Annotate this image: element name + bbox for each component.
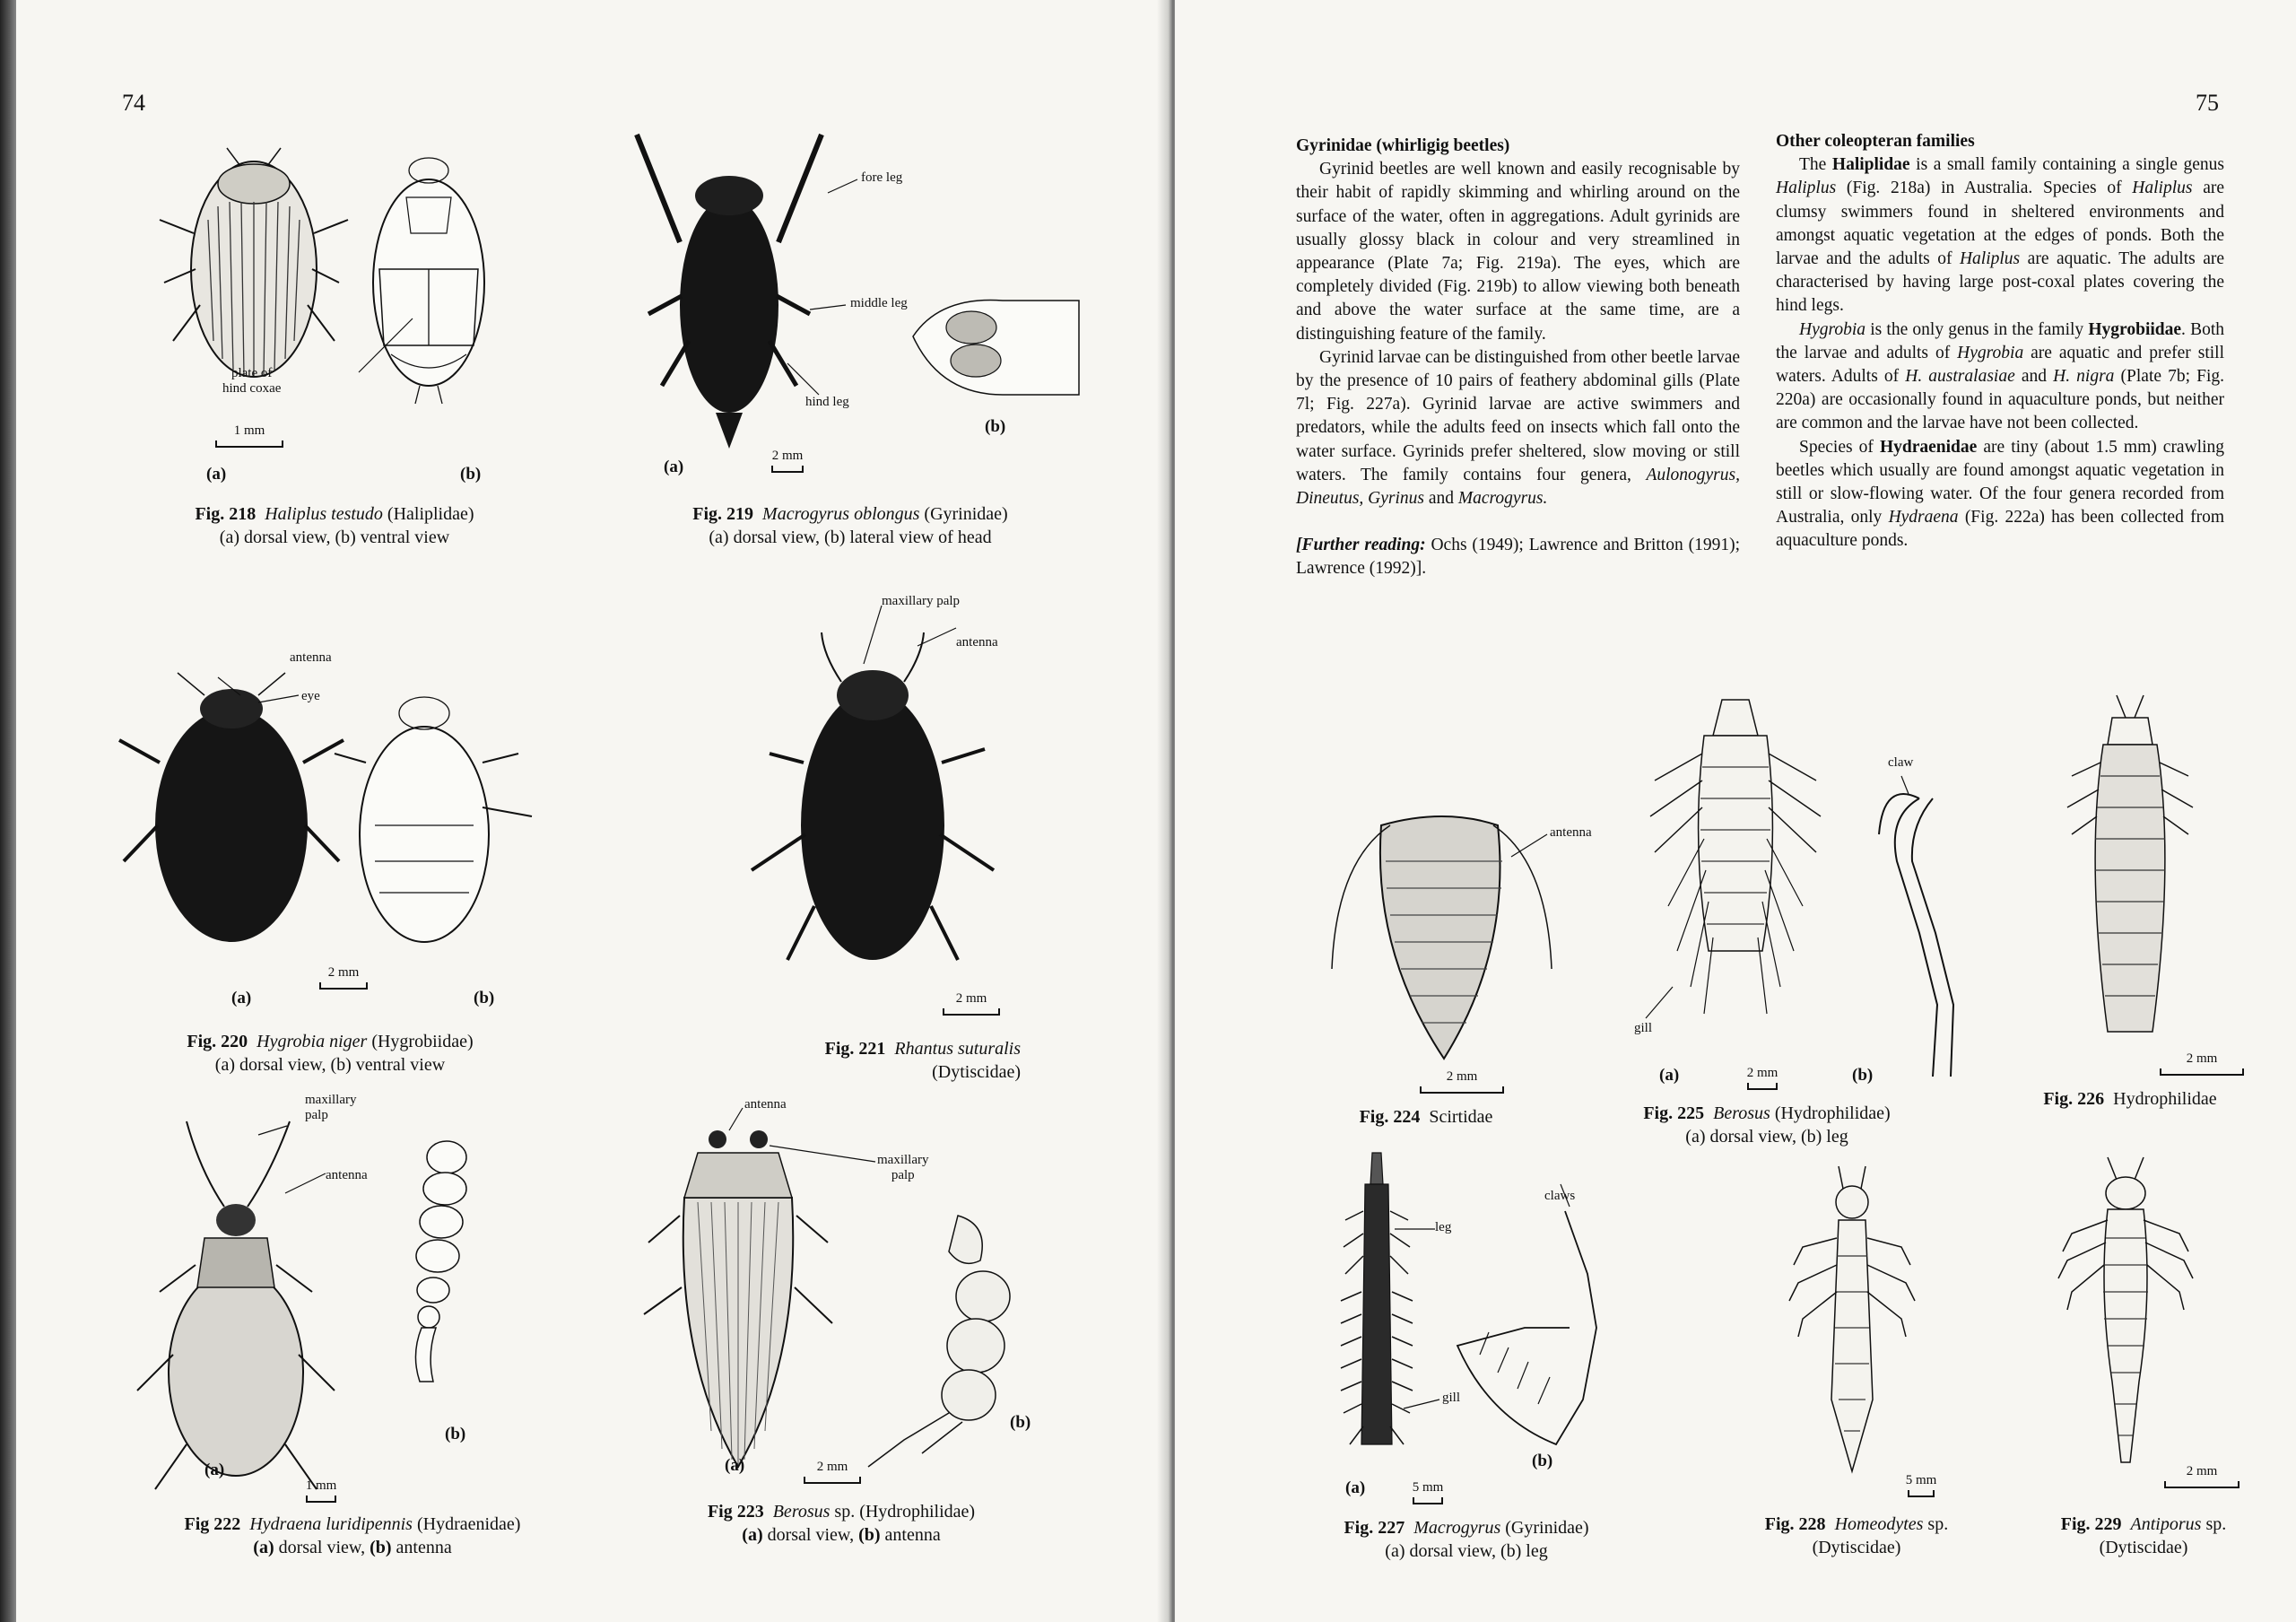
figure-221	[716, 583, 1039, 1032]
paragraph: Hygrobia is the only genus in the family Hygrobiidae. Both the larvae and adults of Hygrobia are aquatic and prefer still waters. Adults of H. australasiae and H. nigra (Plate 7b; Fig. 220a) are occasionally found in aquaculture ponds, but neither are common and the larvae have not been collected.	[1776, 319, 2225, 433]
fig218-sub-a: (a)	[206, 465, 227, 484]
berosus-antenna-illustration	[868, 1216, 1010, 1467]
fig224-caption: Fig. 224 Scirtidae	[1359, 1107, 1493, 1127]
fig220-sub-b: (b)	[474, 989, 495, 1007]
antiporus-larva-illustration	[2058, 1157, 2193, 1462]
berosus-dorsal-illustration	[644, 1108, 875, 1467]
fore-leg-label: fore leg	[861, 170, 903, 185]
plate-of-hind-coxae-label: plate of hind coxae	[222, 366, 282, 396]
fig227-caption: Fig. 227 Macrogyrus (Gyrinidae) (a) dorsal view, (b) leg	[1344, 1518, 1589, 1561]
page-number: 74	[122, 90, 145, 116]
macrogyrus-head-lateral-illustration	[913, 301, 1079, 396]
hydraena-dorsal-illustration	[137, 1121, 335, 1489]
fig219-sub-b: (b)	[985, 417, 1006, 436]
scale-bar-2mm: 2 mm	[1740, 1066, 1785, 1090]
scale-bar-2mm: 2 mm	[940, 991, 1003, 1016]
hind-leg-label: hind leg	[805, 395, 849, 409]
fig226-drawing	[2018, 682, 2251, 1077]
figure-227	[1309, 1148, 1632, 1516]
fig225-sub-a: (a)	[1659, 1066, 1680, 1085]
fig225-sub-b: (b)	[1852, 1066, 1874, 1085]
maxillary-palp-label: maxillary palp	[305, 1093, 357, 1122]
berosus-larva-leg-illustration	[1879, 776, 1953, 1077]
section-heading: Gyrinidae (whirligig beetles)	[1296, 136, 1510, 155]
fig227-drawing	[1309, 1148, 1632, 1516]
paragraph: The Haliplidae is a small family containing a single genus Haliplus (Fig. 218a) in Australia. Species of Haliplus are clumsy swimmers found in sheltered environments and amongst aquatic vegetation at the edges of ponds. Both the larvae and the adults of Haliplus are aquatic. The adults are characterised by having large post-coxal plates covering the hind legs.	[1776, 155, 2225, 316]
fig227-sub-a: (a)	[1345, 1478, 1366, 1497]
antenna-label: antenna	[1550, 825, 1592, 840]
hydraena-antenna-illustration	[415, 1141, 466, 1382]
scale-bar-1mm: 1 mm	[213, 423, 285, 448]
fig222-sub-b: (b)	[445, 1425, 466, 1443]
scale-bar-5mm: 5 mm	[1410, 1480, 1446, 1504]
fig222-sub-a: (a)	[204, 1461, 225, 1479]
fig223-caption: Fig 223 Berosus sp. (Hydrophilidae) (a) dorsal view, (b) antenna	[707, 1502, 976, 1545]
fig228-caption: Fig. 228 Homeodytes sp. (Dytiscidae)	[1764, 1514, 1949, 1557]
paragraph: Species of Hydraenidae are tiny (about 1.5 mm) crawling beetles which usually are found amongst aquatic vegetation in still or slow-flowing water. Of the four genera recorded from Australia, only Hydraena (Fig. 222a) has been collected from aquaculture ponds.	[1776, 437, 2225, 551]
fig218-caption: Fig. 218 Haliplus testudo (Haliplidae) (a) dorsal view, (b) ventral view	[195, 504, 474, 547]
scale-bar-5mm: 5 mm	[1903, 1473, 1939, 1497]
fig218-sub-b: (b)	[460, 465, 482, 484]
hydrophilidae-larva-illustration	[2067, 695, 2193, 1032]
scale-bar-1mm: 1 mm	[303, 1478, 339, 1503]
fig226-caption: Fig. 226 Hydrophilidae	[2043, 1089, 2217, 1109]
fig223-sub-b: (b)	[1010, 1413, 1031, 1432]
left-page	[16, 0, 1173, 1622]
fig224-drawing	[1318, 789, 1587, 1094]
antenna-label: antenna	[290, 650, 332, 665]
leg-label: leg	[1435, 1220, 1452, 1234]
eye-label: eye	[301, 689, 320, 703]
homeodytes-larva-illustration	[1789, 1166, 1915, 1471]
fig225-caption: Fig. 225 Berosus (Hydrophilidae) (a) dorsal view, (b) leg	[1643, 1103, 1891, 1147]
fig218-drawing	[151, 135, 527, 511]
maxillary-palp-label: maxillary palp	[882, 594, 961, 608]
text-column-other-families	[1776, 130, 2224, 554]
scale-bar-2mm: 2 mm	[761, 449, 814, 473]
further-reading: [Further reading: Ochs (1949); Lawrence and Britton (1991); Lawrence (1992)].	[1296, 536, 1741, 579]
macrogyrus-larva-illustration	[1341, 1153, 1439, 1444]
fig229-caption: Fig. 229 Antiporus sp. (Dytiscidae)	[2060, 1514, 2227, 1557]
scale-bar-2mm: 2 mm	[1417, 1069, 1507, 1094]
fig227-sub-b: (b)	[1532, 1452, 1553, 1470]
macrogyrus-larva-leg-illustration	[1457, 1184, 1596, 1444]
scirtidae-larva-illustration	[1332, 816, 1552, 1059]
figure-224	[1318, 789, 1592, 1094]
gill-label: gill	[1442, 1391, 1461, 1405]
claws-label: claws	[1544, 1189, 1576, 1203]
scale-bar-2mm: 2 mm	[2157, 1051, 2247, 1076]
right-page	[1175, 0, 2296, 1622]
fig220-sub-a: (a)	[231, 989, 252, 1007]
fig219-sub-a: (a)	[664, 458, 684, 476]
fig229-drawing	[2018, 1148, 2251, 1516]
middle-leg-label: middle leg	[850, 296, 908, 310]
scale-bar-2mm: 2 mm	[2161, 1464, 2242, 1488]
antenna-label: antenna	[956, 635, 998, 650]
fig222-drawing	[124, 1086, 536, 1507]
figure-220	[115, 646, 545, 1023]
figure-222	[124, 1086, 536, 1507]
fig222-caption: Fig 222 Hydraena luridipennis (Hydraenidae) (a) dorsal view, (b) antenna	[184, 1514, 521, 1557]
fig223-sub-a: (a)	[725, 1456, 745, 1475]
maxillary-palp-label: maxillary palp	[877, 1153, 929, 1182]
fig228-drawing	[1749, 1157, 1955, 1516]
text-column-gyrinidae	[1296, 135, 1740, 581]
figure-223	[635, 1090, 1065, 1507]
figure-225	[1578, 682, 1973, 1094]
figure-229	[2018, 1148, 2251, 1516]
hygrobia-ventral-illustration	[335, 697, 532, 942]
rhantus-dorsal-illustration	[752, 606, 994, 960]
antenna-label: antenna	[744, 1097, 787, 1112]
fig219-caption: Fig. 219 Macrogyrus oblongus (Gyrinidae) (a) dorsal view, (b) lateral view of head	[692, 504, 1008, 547]
haliplus-ventral-illustration	[359, 158, 484, 404]
fig221-caption: Fig. 221 Rhantus suturalis (Dytiscidae)	[824, 1039, 1021, 1082]
page-number: 75	[2196, 90, 2219, 116]
paragraph: Gyrinid larvae can be distinguished from other beetle larvae by the presence of 10 pairs of feathery abdominal gills (Plate 7l; Fig. 227a). Gyrinid larvae are active swimmers and predators, while the adults feed on insects which fall onto the water surface. Gyrinids prefer sheltered, slow moving or still waters. The family contains four genera, Aulonogyrus, Dineutus, Gyrinus and Macrogyrus.	[1296, 347, 1740, 509]
fig223-drawing	[635, 1090, 1065, 1507]
gill-label: gill	[1634, 1021, 1653, 1035]
figure-218	[151, 135, 527, 511]
figure-226	[2018, 682, 2251, 1077]
figure-228	[1749, 1157, 1955, 1516]
section-heading: Other coleopteran families	[1776, 132, 1975, 151]
figure-219	[626, 126, 1110, 502]
berosus-larva-illustration	[1646, 700, 1821, 1018]
haliplus-dorsal-illustration	[160, 148, 348, 377]
paragraph: Gyrinid beetles are well known and easily recognisable by their habit of rapidly skimming and whirling around on the surface of the water, often in aggregations. Adult gyrinids are usually glossy black in colour and very streamlined in appearance (Plate 7a; Fig. 219a). The eyes, which are completely divided (Fig. 219b) to allow viewing both beneath and above the water surface at the same time, are a distinguishing feature of the family.	[1296, 160, 1740, 344]
scale-bar-2mm: 2 mm	[312, 965, 375, 990]
fig220-caption: Fig. 220 Hygrobia niger (Hygrobiidae) (a) dorsal view, (b) ventral view	[187, 1032, 474, 1075]
scale-bar-2mm: 2 mm	[796, 1460, 868, 1484]
hygrobia-dorsal-illustration	[119, 673, 344, 942]
claw-label: claw	[1888, 755, 1914, 770]
book-edge	[0, 0, 16, 1622]
antenna-label: antenna	[326, 1168, 368, 1182]
fig221-drawing	[716, 583, 1039, 1032]
